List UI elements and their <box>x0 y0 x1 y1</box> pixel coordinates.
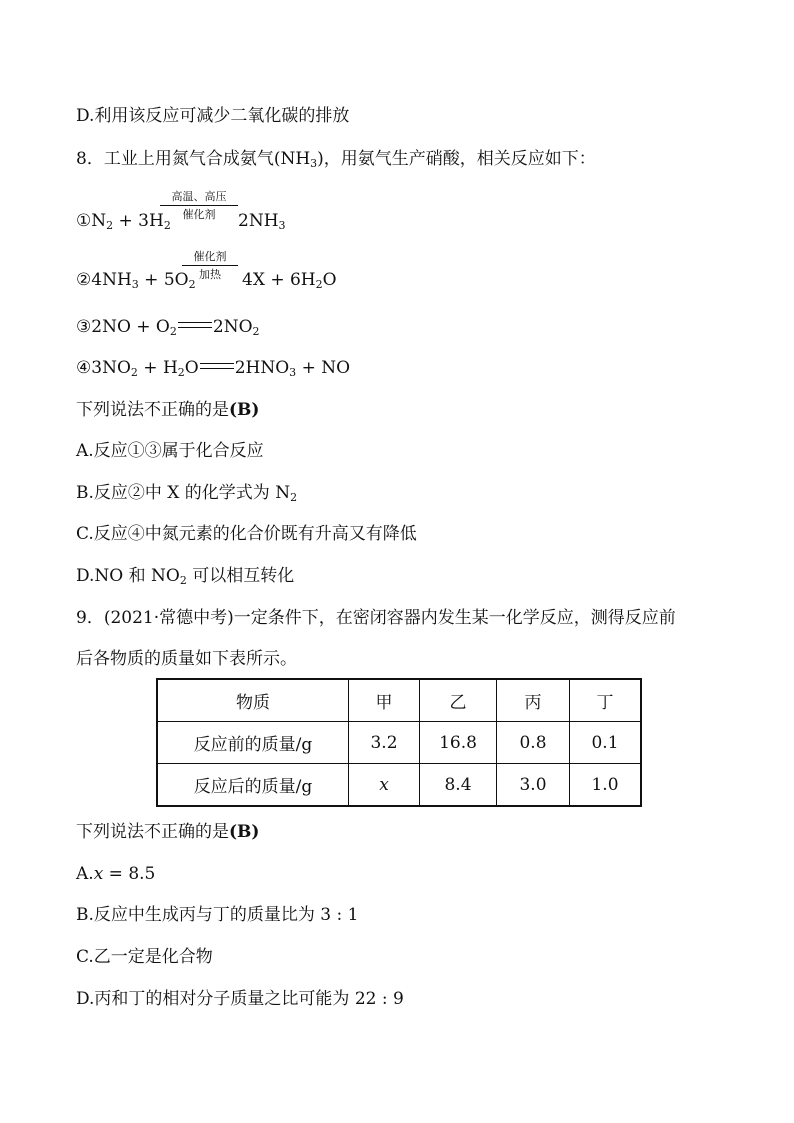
q8-option-d: D.NO 和 $NO_2$ 可以相互转化 <box>76 566 295 587</box>
q8-reaction-3: ③2NO + $O_2$ $2NO_2$ <box>76 317 260 338</box>
table-header-cell: 丙 <box>497 679 570 722</box>
q9-stem-line-2: 后各物质的质量如下表所示。 <box>76 649 297 669</box>
q8-prompt: 下列说法不正确的是(B) <box>76 400 260 420</box>
q8-option-a: A.反应①③属于化合反应 <box>76 441 264 461</box>
q8-stem: 8．工业上用氮气合成氨气$(NH_3)$，用氨气生产硝酸，相关反应如下： <box>76 149 596 170</box>
q8-option-c: C.反应④中氮元素的化合价既有升高又有降低 <box>76 524 417 544</box>
reaction-arrow-line <box>160 205 238 206</box>
q9-option-a: A.x = 8.5 <box>76 864 156 884</box>
q9-option-c: C.乙一定是化合物 <box>76 947 213 967</box>
q7-option-d: D.利用该反应可减少二氧化碳的排放 <box>76 106 350 126</box>
q8-option-b: B.反应②中 X 的化学式为 $N_2$ <box>76 483 298 504</box>
q9-mass-table <box>156 678 642 807</box>
q8-reaction-2-conditions: 催化剂 加热 <box>182 250 238 281</box>
reaction-arrow-line <box>182 265 238 266</box>
q8-reaction-2-product: $4X + 6H_2O$ <box>242 270 337 291</box>
table-cell: 反应后的质量/g <box>157 764 349 807</box>
table-cell: x <box>349 764 420 807</box>
q8-reaction-1-conditions: 高温、高压 催化剂 <box>160 190 238 221</box>
table-header-cell: 甲 <box>349 679 420 722</box>
table-cell: 8.4 <box>420 764 497 807</box>
table-header-cell: 乙 <box>420 679 497 722</box>
table-cell: 3.0 <box>497 764 570 807</box>
table-cell: 反应前的质量/g <box>157 722 349 764</box>
table-header-cell: 丁 <box>570 679 642 722</box>
q8-reaction-4: $④3NO_2 + H_2O$ $2HNO_3$ + NO <box>76 358 351 379</box>
q9-answer: (B) <box>229 822 260 842</box>
q9-prompt: 下列说法不正确的是(B) <box>76 822 260 842</box>
q8-answer: (B) <box>229 400 260 420</box>
q8-reaction-1-product: $2NH_3$ <box>238 211 286 232</box>
table-cell: 16.8 <box>420 722 497 764</box>
table-cell: 0.8 <box>497 722 570 764</box>
q9-stem-line-1: 9．(2021·常德中考)一定条件下，在密闭容器内发生某一化学反应，测得反应前 <box>76 608 676 628</box>
table-row <box>157 722 641 764</box>
q9-option-d: D.丙和丁的相对分子质量之比可能为 22 : 9 <box>76 989 404 1009</box>
equals-sign <box>178 322 212 328</box>
table-header-cell: 物质 <box>157 679 349 722</box>
table-cell: 0.1 <box>570 722 642 764</box>
q8-reaction-2: $②4NH_3 + 5O_2$ <box>76 270 196 291</box>
table-header-row <box>157 679 641 722</box>
equals-sign <box>200 363 234 369</box>
q9-option-b: B.反应中生成丙与丁的质量比为 3 : 1 <box>76 905 359 925</box>
table-row <box>157 764 641 807</box>
q8-reaction-1: $①N_2 + 3H_2$ <box>76 211 171 232</box>
table-cell: 3.2 <box>349 722 420 764</box>
table-cell: 1.0 <box>570 764 642 807</box>
